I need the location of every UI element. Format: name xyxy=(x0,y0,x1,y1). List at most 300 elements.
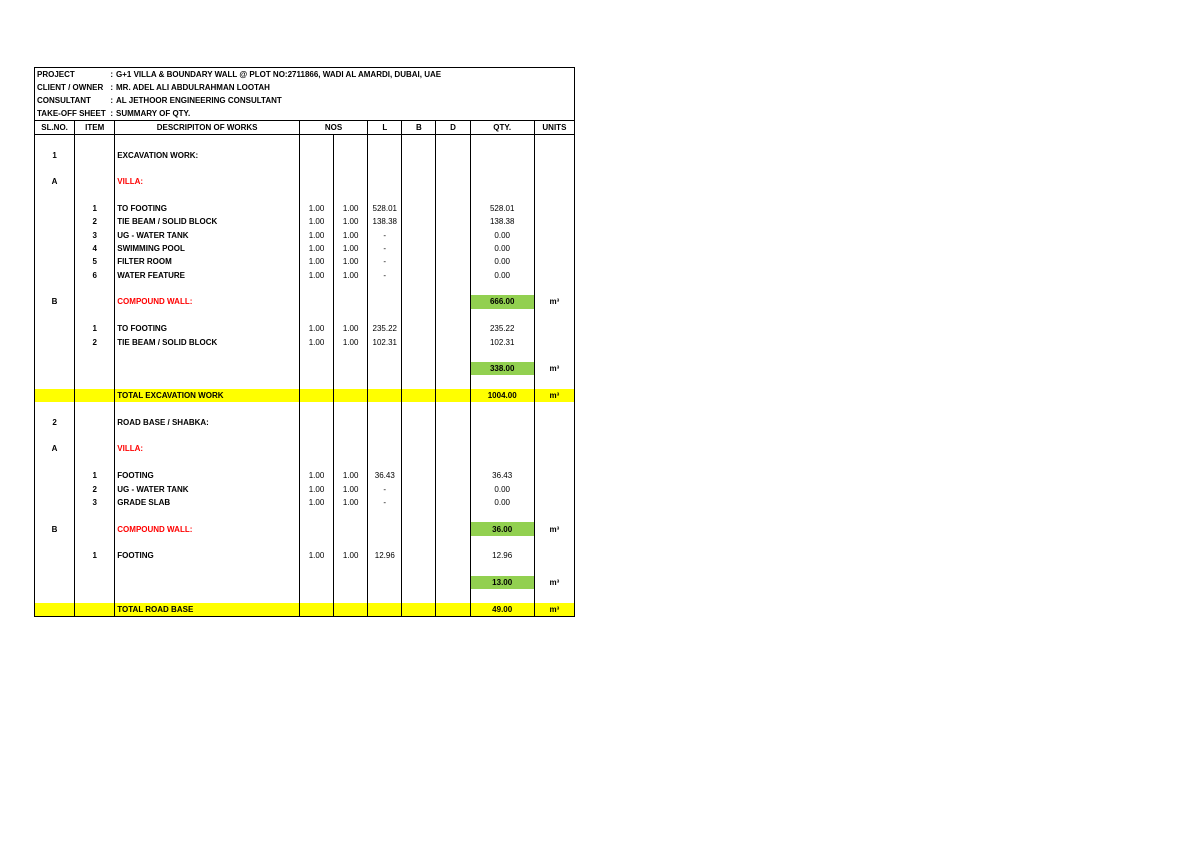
depth-cell xyxy=(436,375,470,388)
depth-cell xyxy=(436,269,470,282)
item-cell: 2 xyxy=(75,335,115,348)
depth-cell xyxy=(436,576,470,589)
slno-cell xyxy=(35,456,75,469)
description-cell xyxy=(115,309,300,322)
slno-cell: 1 xyxy=(35,148,75,161)
qty-cell: 235.22 xyxy=(470,322,534,335)
description-cell: TIE BEAM / SOLID BLOCK xyxy=(115,215,300,228)
units-cell xyxy=(534,563,574,576)
qty-cell: 138.38 xyxy=(470,215,534,228)
length-cell xyxy=(368,349,402,362)
slno-cell xyxy=(35,229,75,242)
qty-cell: 12.96 xyxy=(470,549,534,562)
breadth-cell xyxy=(402,322,436,335)
nos-cell xyxy=(334,442,368,455)
depth-cell xyxy=(436,202,470,215)
item-cell xyxy=(75,295,115,308)
item-cell xyxy=(75,603,115,617)
table-row xyxy=(35,282,575,295)
table-row xyxy=(35,536,575,549)
slno-cell xyxy=(35,282,75,295)
nos-cell: 1.00 xyxy=(334,269,368,282)
depth-cell xyxy=(436,536,470,549)
units-cell xyxy=(534,429,574,442)
units-cell xyxy=(534,269,574,282)
nos-cell xyxy=(334,603,368,617)
qty-cell xyxy=(470,509,534,522)
units-cell xyxy=(534,375,574,388)
table-row xyxy=(35,389,575,402)
table-row xyxy=(35,362,575,375)
nos-cell xyxy=(334,589,368,602)
nos-cell xyxy=(299,188,333,201)
description-cell: TOTAL ROAD BASE xyxy=(115,603,300,617)
description-cell xyxy=(115,162,300,175)
depth-cell xyxy=(436,148,470,161)
breadth-cell xyxy=(402,162,436,175)
col-item: ITEM xyxy=(75,121,115,135)
slno-cell xyxy=(35,188,75,201)
table-row xyxy=(35,295,575,308)
nos-cell: 1.00 xyxy=(334,255,368,268)
breadth-cell xyxy=(402,576,436,589)
item-cell xyxy=(75,576,115,589)
col-qty: QTY. xyxy=(470,121,534,135)
nos-cell: 1.00 xyxy=(299,549,333,562)
length-cell: 36.43 xyxy=(368,469,402,482)
breadth-cell xyxy=(402,522,436,535)
qty-cell xyxy=(470,536,534,549)
breadth-cell xyxy=(402,255,436,268)
nos-cell xyxy=(299,589,333,602)
item-cell: 3 xyxy=(75,496,115,509)
nos-cell xyxy=(334,402,368,415)
breadth-cell xyxy=(402,349,436,362)
units-cell xyxy=(534,135,574,149)
slno-cell xyxy=(35,362,75,375)
depth-cell xyxy=(436,603,470,617)
length-cell xyxy=(368,416,402,429)
item-cell xyxy=(75,522,115,535)
nos-cell xyxy=(334,522,368,535)
breadth-cell xyxy=(402,563,436,576)
length-cell xyxy=(368,522,402,535)
consultant-label: CONSULTANT xyxy=(37,96,91,105)
qty-cell: 13.00 xyxy=(470,576,534,589)
table-row xyxy=(35,402,575,415)
item-cell xyxy=(75,589,115,602)
nos-cell xyxy=(299,536,333,549)
description-cell: FOOTING xyxy=(115,469,300,482)
item-cell xyxy=(75,563,115,576)
slno-cell xyxy=(35,375,75,388)
nos-cell xyxy=(334,389,368,402)
units-cell xyxy=(534,335,574,348)
nos-cell xyxy=(334,135,368,149)
col-b: B xyxy=(402,121,436,135)
slno-cell xyxy=(35,215,75,228)
qty-cell xyxy=(470,162,534,175)
description-cell: COMPOUND WALL: xyxy=(115,295,300,308)
table-row xyxy=(35,442,575,455)
nos-cell: 1.00 xyxy=(299,335,333,348)
slno-cell xyxy=(35,603,75,617)
depth-cell xyxy=(436,549,470,562)
units-cell xyxy=(534,282,574,295)
description-cell xyxy=(115,362,300,375)
nos-cell xyxy=(334,282,368,295)
length-cell xyxy=(368,375,402,388)
slno-cell xyxy=(35,549,75,562)
table-row xyxy=(35,549,575,562)
description-cell xyxy=(115,375,300,388)
nos-cell xyxy=(299,442,333,455)
depth-cell xyxy=(436,229,470,242)
nos-cell xyxy=(299,162,333,175)
depth-cell xyxy=(436,416,470,429)
nos-cell: 1.00 xyxy=(299,496,333,509)
depth-cell xyxy=(436,215,470,228)
length-cell: 12.96 xyxy=(368,549,402,562)
qty-cell xyxy=(470,349,534,362)
table-row xyxy=(35,188,575,201)
slno-cell xyxy=(35,402,75,415)
item-cell xyxy=(75,429,115,442)
table-row xyxy=(35,496,575,509)
table-row xyxy=(35,603,575,617)
item-cell xyxy=(75,162,115,175)
project-row xyxy=(35,68,574,81)
length-cell xyxy=(368,175,402,188)
slno-cell xyxy=(35,162,75,175)
nos-cell xyxy=(334,456,368,469)
length-cell xyxy=(368,456,402,469)
slno-cell xyxy=(35,335,75,348)
table-row xyxy=(35,349,575,362)
qty-cell: 102.31 xyxy=(470,335,534,348)
item-cell xyxy=(75,456,115,469)
length-cell: - xyxy=(368,496,402,509)
breadth-cell xyxy=(402,135,436,149)
item-cell xyxy=(75,442,115,455)
description-cell: TIE BEAM / SOLID BLOCK xyxy=(115,335,300,348)
slno-cell xyxy=(35,322,75,335)
depth-cell xyxy=(436,389,470,402)
item-cell: 2 xyxy=(75,215,115,228)
table-row xyxy=(35,175,575,188)
qty-cell xyxy=(470,309,534,322)
item-cell: 1 xyxy=(75,202,115,215)
depth-cell xyxy=(436,362,470,375)
length-cell xyxy=(368,402,402,415)
table-row xyxy=(35,148,575,161)
table-row xyxy=(35,335,575,348)
length-cell xyxy=(368,188,402,201)
slno-cell xyxy=(35,469,75,482)
qty-cell xyxy=(470,563,534,576)
units-cell xyxy=(534,162,574,175)
table-row xyxy=(35,269,575,282)
slno-cell: 2 xyxy=(35,416,75,429)
table-row xyxy=(35,255,575,268)
item-cell: 1 xyxy=(75,322,115,335)
length-cell xyxy=(368,135,402,149)
nos-cell xyxy=(334,309,368,322)
length-cell: - xyxy=(368,255,402,268)
length-cell: - xyxy=(368,269,402,282)
slno-cell xyxy=(35,255,75,268)
nos-cell xyxy=(299,402,333,415)
qty-cell: 0.00 xyxy=(470,242,534,255)
length-cell xyxy=(368,282,402,295)
slno-cell: B xyxy=(35,295,75,308)
description-cell xyxy=(115,456,300,469)
description-cell: SWIMMING POOL xyxy=(115,242,300,255)
client-row xyxy=(35,81,574,94)
units-cell xyxy=(534,416,574,429)
item-cell: 1 xyxy=(75,549,115,562)
nos-cell xyxy=(334,362,368,375)
table-row xyxy=(35,482,575,495)
slno-cell xyxy=(35,309,75,322)
table-row xyxy=(35,322,575,335)
nos-cell xyxy=(299,389,333,402)
depth-cell xyxy=(436,589,470,602)
description-cell xyxy=(115,576,300,589)
nos-cell: 1.00 xyxy=(334,215,368,228)
item-cell xyxy=(75,536,115,549)
length-cell: 102.31 xyxy=(368,335,402,348)
item-cell xyxy=(75,402,115,415)
col-d: D xyxy=(436,121,470,135)
table-row xyxy=(35,429,575,442)
nos-cell: 1.00 xyxy=(334,229,368,242)
units-cell xyxy=(534,442,574,455)
depth-cell xyxy=(436,496,470,509)
units-cell: m³ xyxy=(534,389,574,402)
length-cell: - xyxy=(368,229,402,242)
breadth-cell xyxy=(402,282,436,295)
col-slno: SL.NO. xyxy=(35,121,75,135)
qty-cell: 0.00 xyxy=(470,496,534,509)
table-row xyxy=(35,563,575,576)
units-cell xyxy=(534,309,574,322)
breadth-cell xyxy=(402,188,436,201)
qty-cell xyxy=(470,135,534,149)
units-cell xyxy=(534,456,574,469)
qty-cell: 36.43 xyxy=(470,469,534,482)
nos-cell xyxy=(299,429,333,442)
nos-cell: 1.00 xyxy=(334,482,368,495)
depth-cell xyxy=(436,482,470,495)
nos-cell xyxy=(299,375,333,388)
item-cell: 4 xyxy=(75,242,115,255)
length-cell xyxy=(368,442,402,455)
item-cell xyxy=(75,175,115,188)
qty-cell: 0.00 xyxy=(470,482,534,495)
depth-cell xyxy=(436,309,470,322)
breadth-cell xyxy=(402,536,436,549)
qty-cell: 36.00 xyxy=(470,522,534,535)
qty-cell xyxy=(470,175,534,188)
units-cell xyxy=(534,188,574,201)
nos-cell xyxy=(299,295,333,308)
col-nos: NOS xyxy=(299,121,367,135)
nos-cell: 1.00 xyxy=(334,335,368,348)
breadth-cell xyxy=(402,442,436,455)
qty-cell xyxy=(470,188,534,201)
nos-cell: 1.00 xyxy=(299,229,333,242)
qty-cell: 338.00 xyxy=(470,362,534,375)
qty-cell: 49.00 xyxy=(470,603,534,617)
col-l: L xyxy=(368,121,402,135)
depth-cell xyxy=(436,349,470,362)
table-row xyxy=(35,469,575,482)
nos-cell: 1.00 xyxy=(299,322,333,335)
breadth-cell xyxy=(402,389,436,402)
nos-cell: 1.00 xyxy=(334,202,368,215)
description-cell: TOTAL EXCAVATION WORK xyxy=(115,389,300,402)
breadth-cell xyxy=(402,202,436,215)
units-cell: m³ xyxy=(534,576,574,589)
qty-cell xyxy=(470,442,534,455)
takeoff-sheet xyxy=(34,67,575,617)
breadth-cell xyxy=(402,402,436,415)
table-row xyxy=(35,309,575,322)
units-cell xyxy=(534,322,574,335)
nos-cell xyxy=(334,175,368,188)
col-units: UNITS xyxy=(534,121,574,135)
depth-cell xyxy=(436,295,470,308)
nos-cell: 1.00 xyxy=(334,469,368,482)
table-row xyxy=(35,522,575,535)
depth-cell xyxy=(436,282,470,295)
item-cell xyxy=(75,416,115,429)
units-cell xyxy=(534,549,574,562)
units-cell xyxy=(534,482,574,495)
slno-cell xyxy=(35,269,75,282)
nos-cell xyxy=(299,456,333,469)
project-label: PROJECT xyxy=(37,70,75,79)
table-row xyxy=(35,202,575,215)
item-cell xyxy=(75,349,115,362)
slno-cell xyxy=(35,509,75,522)
item-cell xyxy=(75,135,115,149)
units-cell: m³ xyxy=(534,603,574,617)
item-cell xyxy=(75,509,115,522)
col-description: DESCRIPITON OF WORKS xyxy=(115,121,300,135)
breadth-cell xyxy=(402,429,436,442)
qty-cell: 528.01 xyxy=(470,202,534,215)
description-cell: VILLA: xyxy=(115,442,300,455)
units-cell xyxy=(534,469,574,482)
depth-cell xyxy=(436,402,470,415)
units-cell xyxy=(534,242,574,255)
slno-cell: A xyxy=(35,175,75,188)
length-cell xyxy=(368,563,402,576)
slno-cell xyxy=(35,496,75,509)
item-cell xyxy=(75,282,115,295)
breadth-cell xyxy=(402,335,436,348)
qty-cell: 1004.00 xyxy=(470,389,534,402)
units-cell: m³ xyxy=(534,362,574,375)
qty-cell xyxy=(470,402,534,415)
units-cell xyxy=(534,589,574,602)
item-cell: 6 xyxy=(75,269,115,282)
slno-cell xyxy=(35,589,75,602)
length-cell xyxy=(368,536,402,549)
breadth-cell xyxy=(402,416,436,429)
nos-cell xyxy=(334,148,368,161)
nos-cell xyxy=(334,188,368,201)
item-cell xyxy=(75,188,115,201)
nos-cell xyxy=(299,416,333,429)
length-cell xyxy=(368,603,402,617)
length-cell xyxy=(368,429,402,442)
depth-cell xyxy=(436,162,470,175)
length-cell xyxy=(368,576,402,589)
nos-cell xyxy=(334,563,368,576)
breadth-cell xyxy=(402,496,436,509)
units-cell xyxy=(534,229,574,242)
breadth-cell xyxy=(402,469,436,482)
units-cell xyxy=(534,255,574,268)
table-row xyxy=(35,456,575,469)
breadth-cell xyxy=(402,482,436,495)
description-cell xyxy=(115,349,300,362)
nos-cell xyxy=(299,349,333,362)
units-cell xyxy=(534,536,574,549)
nos-cell: 1.00 xyxy=(299,482,333,495)
qty-cell xyxy=(470,282,534,295)
slno-cell xyxy=(35,429,75,442)
nos-cell xyxy=(299,309,333,322)
breadth-cell xyxy=(402,589,436,602)
units-cell xyxy=(534,215,574,228)
units-cell xyxy=(534,509,574,522)
table-row xyxy=(35,416,575,429)
description-cell: UG - WATER TANK xyxy=(115,482,300,495)
description-cell: UG - WATER TANK xyxy=(115,229,300,242)
table-row xyxy=(35,509,575,522)
nos-cell xyxy=(334,349,368,362)
nos-cell xyxy=(334,509,368,522)
depth-cell xyxy=(436,322,470,335)
quantity-table xyxy=(34,120,575,617)
depth-cell xyxy=(436,255,470,268)
breadth-cell xyxy=(402,603,436,617)
nos-cell: 1.00 xyxy=(334,549,368,562)
length-cell: 138.38 xyxy=(368,215,402,228)
qty-cell xyxy=(470,375,534,388)
length-cell: 235.22 xyxy=(368,322,402,335)
slno-cell xyxy=(35,576,75,589)
slno-cell: B xyxy=(35,522,75,535)
description-cell xyxy=(115,188,300,201)
slno-cell xyxy=(35,135,75,149)
sheet-value: SUMMARY OF QTY. xyxy=(116,109,191,118)
depth-cell xyxy=(436,522,470,535)
length-cell xyxy=(368,362,402,375)
qty-cell: 0.00 xyxy=(470,229,534,242)
qty-cell: 666.00 xyxy=(470,295,534,308)
slno-cell xyxy=(35,202,75,215)
description-cell: EXCAVATION WORK: xyxy=(115,148,300,161)
description-cell: FOOTING xyxy=(115,549,300,562)
colon: : xyxy=(110,70,113,79)
breadth-cell xyxy=(402,375,436,388)
nos-cell: 1.00 xyxy=(299,255,333,268)
